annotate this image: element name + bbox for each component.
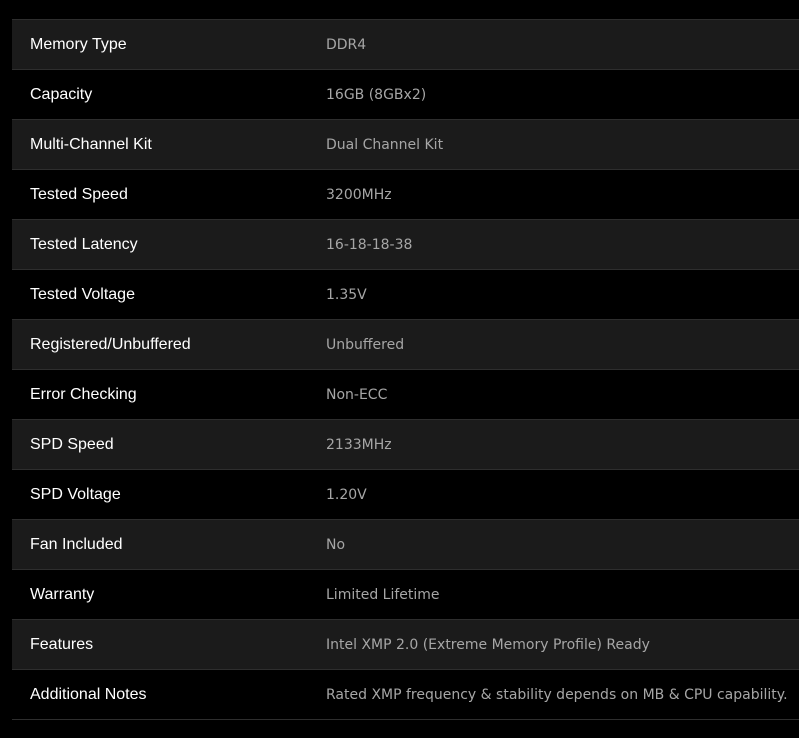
spec-table [12,19,799,720]
spec-row-tested-speed [12,170,799,220]
spec-row-error-checking [12,370,799,420]
spec-label: Tested Voltage [30,285,135,303]
spec-label: Warranty [30,585,95,603]
spec-value: Unbuffered [326,336,405,353]
spec-row-multi-channel-kit [12,120,799,170]
spec-value: 16GB (8GBx2) [326,86,427,103]
spec-label: Features [30,635,94,653]
spec-label: Tested Speed [30,185,128,203]
spec-value: DDR4 [326,36,367,53]
spec-label: Tested Latency [30,235,138,253]
spec-row-spd-voltage [12,470,799,520]
spec-value: 3200MHz [326,186,392,203]
spec-row-tested-voltage [12,270,799,320]
spec-value: 16-18-18-38 [326,236,413,253]
spec-label: Memory Type [30,35,127,53]
spec-label: Capacity [30,85,93,103]
spec-label: SPD Voltage [30,485,121,503]
spec-value: Rated XMP frequency & stability depends on MB & CPU capability. [326,686,788,703]
spec-row-additional-notes [12,670,799,720]
spec-value: No [326,536,346,553]
spec-row-spd-speed [12,420,799,470]
spec-label: Fan Included [30,535,123,553]
spec-value: 1.20V [326,486,367,503]
spec-value: 2133MHz [326,436,392,453]
spec-value: Dual Channel Kit [326,136,444,153]
spec-row-fan-included [12,520,799,570]
spec-row-registered-unbuffered [12,320,799,370]
spec-label: Multi-Channel Kit [30,135,152,153]
spec-label: Error Checking [30,385,137,403]
spec-value: Limited Lifetime [326,586,440,603]
spec-value: Non-ECC [326,386,388,403]
spec-label: Additional Notes [30,685,147,703]
spec-label: Registered/Unbuffered [30,335,191,353]
spec-value: Intel XMP 2.0 (Extreme Memory Profile) Ready [326,636,650,653]
spec-row-capacity [12,70,799,120]
spec-value: 1.35V [326,286,367,303]
spec-row-warranty [12,570,799,620]
spec-label: SPD Speed [30,435,114,453]
spec-row-features [12,620,799,670]
spec-row-memory-type [12,20,799,70]
spec-row-tested-latency [12,220,799,270]
